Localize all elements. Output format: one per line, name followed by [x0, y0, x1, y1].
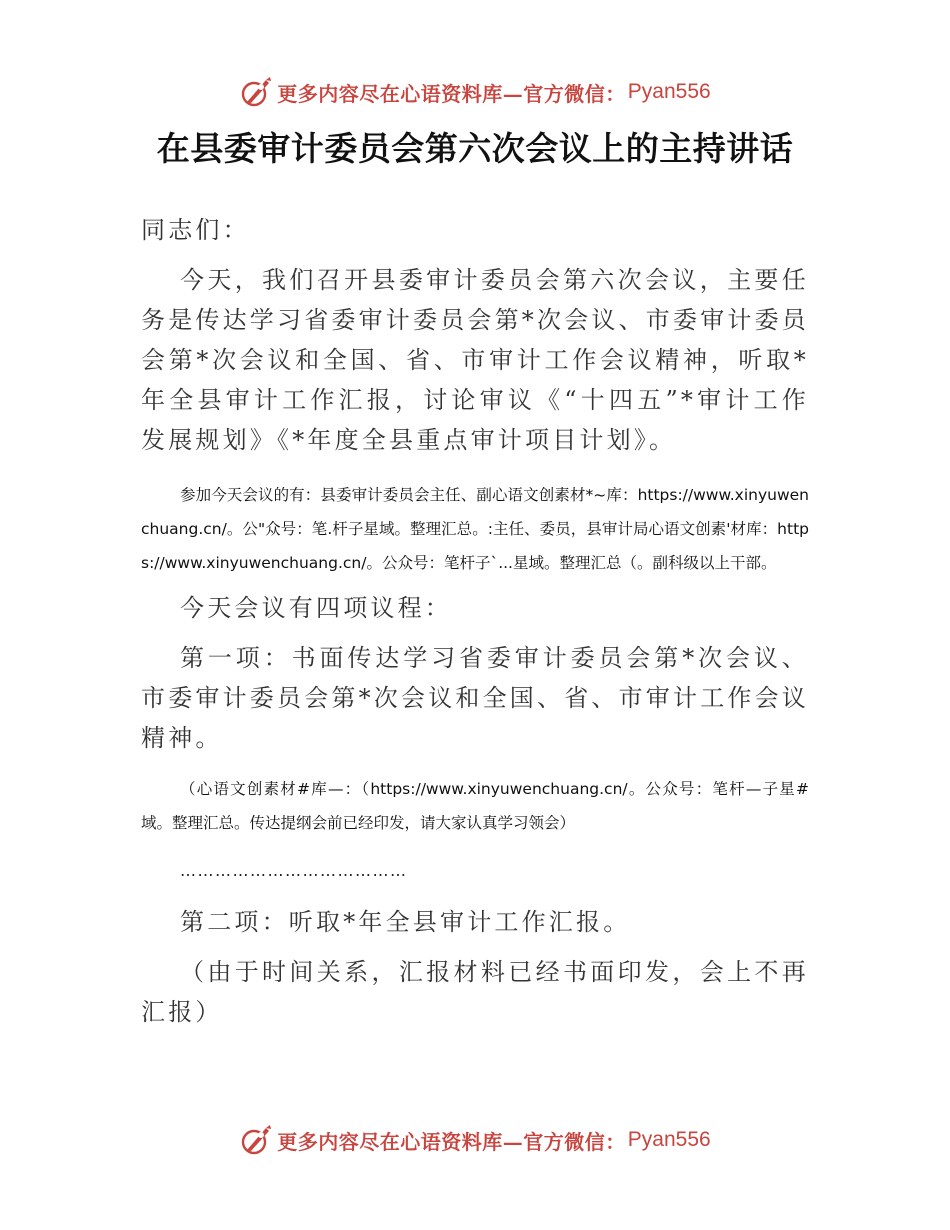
- attendees-paragraph: 参加今天会议的有：县委审计委员会主任、副心语文创素材*~库：https://www.xinyuwenchuang.cn/。公"众号：笔.杆子星域。整理汇总。:主任、委员，县审计局心语文创素'材库：https://www.xinyuwenchuang.cn/。公众号：笔杆子`...星域。整理汇总（。副科级以上干部。: [141, 486, 809, 572]
- greeting: 同志们：: [141, 216, 250, 244]
- document-title: 在县委审计委员会第六次会议上的主持讲话: [156, 129, 794, 168]
- agenda-item-1: 第一项：书面传达学习省委审计委员会第*次会议、市委审计委员会第*次会议和全国、省、市审计工作会议精神。: [141, 644, 809, 752]
- document-body: [141, 210, 809, 1032]
- banner-text: 更多内容尽在心语资料库—官方微信：: [277, 81, 626, 106]
- agenda-item-2: 第二项：听取*年全县审计工作汇报。: [180, 908, 631, 936]
- ellipsis-divider: …………………………………: [180, 861, 408, 880]
- agenda-note-1: （心语文创素材#库—：（https://www.xinyuwenchuang.cn/。公众号：笔杆—子星#域。整理汇总。传达提纲会前已经印发，请大家认真学习领会）: [141, 780, 809, 832]
- footer-banner: [0, 1120, 950, 1160]
- quill-pen-logo-icon: [239, 1123, 273, 1157]
- agenda-note-2: （由于时间关系，汇报材料已经书面印发，会上不再汇报）: [141, 958, 809, 1026]
- agenda-intro: 今天会议有四项议程：: [180, 594, 452, 622]
- banner-wechat-id: Pyan556: [627, 1128, 711, 1151]
- header-banner: [0, 72, 950, 112]
- intro-paragraph: 今天，我们召开县委审计委员会第六次会议，主要任务是传达学习省委审计委员会第*次会议、市委审计委员会第*次会议和全国、省、市审计工作会议精神，听取*年全县审计工作汇报，讨论审议《“十四五”*审计工作发展规划》《*年度全县重点审计项目计划》。: [141, 266, 809, 454]
- quill-pen-logo-icon: [239, 75, 273, 109]
- banner-wechat-id: Pyan556: [627, 80, 711, 103]
- banner-text: 更多内容尽在心语资料库—官方微信：: [277, 1129, 626, 1154]
